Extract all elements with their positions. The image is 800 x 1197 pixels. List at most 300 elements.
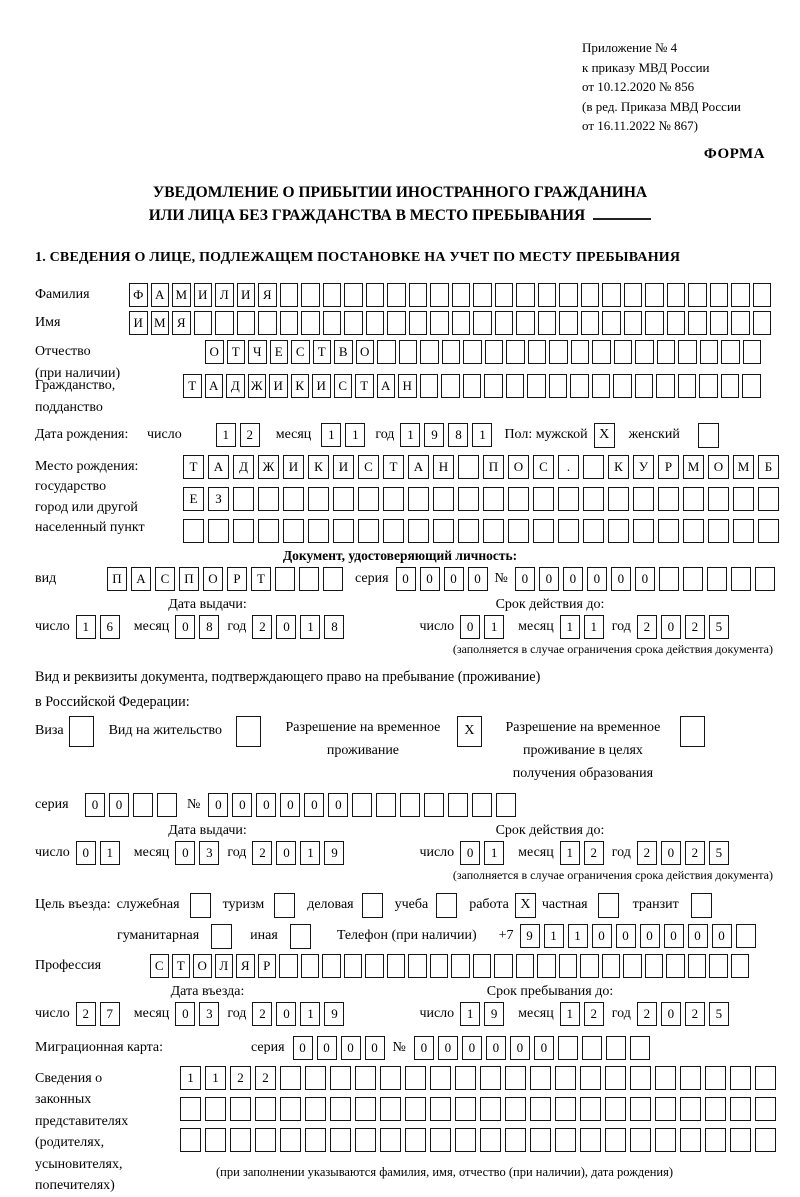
char-cell[interactable]	[355, 1097, 376, 1121]
char-cell[interactable]: Н	[398, 374, 417, 398]
char-cell[interactable]	[753, 283, 772, 307]
char-cell[interactable]: Т	[251, 567, 271, 591]
char-cell[interactable]	[699, 374, 718, 398]
char-cell[interactable]	[633, 487, 654, 511]
char-cell[interactable]	[408, 487, 429, 511]
char-cell[interactable]	[455, 1097, 476, 1121]
char-cell[interactable]	[630, 1036, 650, 1060]
char-cell[interactable]: С	[334, 374, 353, 398]
char-cell[interactable]: А	[131, 567, 151, 591]
char-cell[interactable]: Л	[215, 954, 234, 978]
char-cell[interactable]	[708, 487, 729, 511]
char-cell[interactable]	[680, 1066, 701, 1090]
char-cell[interactable]	[280, 1066, 301, 1090]
char-cell[interactable]: 1	[321, 423, 341, 447]
char-cell[interactable]	[678, 340, 697, 364]
char-cell[interactable]: А	[208, 455, 229, 479]
char-cell[interactable]: 1	[345, 423, 365, 447]
char-cell[interactable]	[645, 954, 664, 978]
visa-checkbox[interactable]	[69, 716, 94, 747]
char-cell[interactable]	[377, 340, 396, 364]
char-cell[interactable]: 0	[635, 567, 655, 591]
char-cell[interactable]	[280, 1128, 301, 1152]
char-cell[interactable]: 3	[199, 841, 219, 865]
purpose-transit-checkbox[interactable]	[691, 893, 712, 918]
char-cell[interactable]	[233, 519, 254, 543]
char-cell[interactable]	[299, 567, 319, 591]
char-cell[interactable]: Я	[172, 311, 191, 335]
char-cell[interactable]	[508, 487, 529, 511]
char-cell[interactable]: 2	[252, 615, 272, 639]
char-cell[interactable]: 0	[276, 615, 296, 639]
char-cell[interactable]	[430, 283, 449, 307]
char-cell[interactable]	[380, 1097, 401, 1121]
char-cell[interactable]: З	[208, 487, 229, 511]
char-cell[interactable]: 1	[472, 423, 492, 447]
char-cell[interactable]	[383, 519, 404, 543]
char-cell[interactable]	[624, 283, 643, 307]
char-cell[interactable]	[733, 487, 754, 511]
char-cell[interactable]: 1	[484, 615, 504, 639]
char-cell[interactable]: Н	[433, 455, 454, 479]
char-cell[interactable]	[376, 793, 396, 817]
char-cell[interactable]	[558, 519, 579, 543]
char-cell[interactable]: О	[356, 340, 375, 364]
char-cell[interactable]: 2	[252, 841, 272, 865]
char-cell[interactable]: 0	[317, 1036, 337, 1060]
char-cell[interactable]	[655, 1066, 676, 1090]
char-cell[interactable]: И	[269, 374, 288, 398]
char-cell[interactable]	[180, 1097, 201, 1121]
char-cell[interactable]: 0	[85, 793, 105, 817]
char-cell[interactable]: И	[194, 283, 213, 307]
char-cell[interactable]: 0	[486, 1036, 506, 1060]
char-cell[interactable]: 5	[709, 615, 729, 639]
char-cell[interactable]: 1	[584, 615, 604, 639]
char-cell[interactable]	[506, 374, 525, 398]
char-cell[interactable]: 2	[252, 1002, 272, 1026]
char-cell[interactable]: Т	[227, 340, 246, 364]
char-cell[interactable]	[633, 519, 654, 543]
char-cell[interactable]	[258, 487, 279, 511]
char-cell[interactable]	[710, 311, 729, 335]
char-cell[interactable]	[458, 519, 479, 543]
char-cell[interactable]: С	[150, 954, 169, 978]
char-cell[interactable]: С	[358, 455, 379, 479]
char-cell[interactable]	[483, 487, 504, 511]
char-cell[interactable]: 1	[100, 841, 120, 865]
char-cell[interactable]	[205, 1097, 226, 1121]
char-cell[interactable]	[555, 1128, 576, 1152]
char-cell[interactable]	[606, 1036, 626, 1060]
char-cell[interactable]	[721, 340, 740, 364]
char-cell[interactable]	[473, 954, 492, 978]
char-cell[interactable]: Л	[215, 283, 234, 307]
char-cell[interactable]	[688, 311, 707, 335]
char-cell[interactable]	[758, 487, 779, 511]
char-cell[interactable]: 0	[175, 1002, 195, 1026]
char-cell[interactable]	[323, 283, 342, 307]
char-cell[interactable]	[659, 567, 679, 591]
char-cell[interactable]	[705, 1097, 726, 1121]
char-cell[interactable]	[308, 487, 329, 511]
char-cell[interactable]	[709, 954, 728, 978]
char-cell[interactable]	[451, 954, 470, 978]
char-cell[interactable]: Р	[258, 954, 277, 978]
char-cell[interactable]: 0	[365, 1036, 385, 1060]
char-cell[interactable]	[409, 311, 428, 335]
char-cell[interactable]: 0	[76, 841, 96, 865]
char-cell[interactable]: М	[733, 455, 754, 479]
char-cell[interactable]	[755, 1066, 776, 1090]
char-cell[interactable]: И	[333, 455, 354, 479]
char-cell[interactable]	[705, 1066, 726, 1090]
char-cell[interactable]	[624, 311, 643, 335]
char-cell[interactable]	[755, 567, 775, 591]
char-cell[interactable]: 0	[175, 615, 195, 639]
char-cell[interactable]	[365, 954, 384, 978]
char-cell[interactable]	[205, 1128, 226, 1152]
char-cell[interactable]: Д	[233, 455, 254, 479]
char-cell[interactable]	[483, 519, 504, 543]
char-cell[interactable]	[602, 283, 621, 307]
char-cell[interactable]: И	[129, 311, 148, 335]
char-cell[interactable]	[452, 283, 471, 307]
char-cell[interactable]	[538, 283, 557, 307]
purpose-study-checkbox[interactable]	[436, 893, 457, 918]
char-cell[interactable]	[463, 374, 482, 398]
char-cell[interactable]	[408, 519, 429, 543]
char-cell[interactable]: 0	[414, 1036, 434, 1060]
char-cell[interactable]: 2	[230, 1066, 251, 1090]
char-cell[interactable]	[480, 1066, 501, 1090]
char-cell[interactable]	[323, 567, 343, 591]
char-cell[interactable]	[448, 793, 468, 817]
char-cell[interactable]: 0	[444, 567, 464, 591]
purpose-other-checkbox[interactable]	[290, 924, 311, 949]
char-cell[interactable]	[731, 567, 751, 591]
char-cell[interactable]: А	[205, 374, 224, 398]
char-cell[interactable]: 0	[534, 1036, 554, 1060]
char-cell[interactable]	[580, 954, 599, 978]
char-cell[interactable]	[496, 793, 516, 817]
char-cell[interactable]	[355, 1128, 376, 1152]
char-cell[interactable]: П	[483, 455, 504, 479]
char-cell[interactable]	[330, 1066, 351, 1090]
char-cell[interactable]	[602, 954, 621, 978]
char-cell[interactable]	[570, 374, 589, 398]
gender-female-checkbox[interactable]	[698, 423, 719, 448]
char-cell[interactable]	[366, 283, 385, 307]
char-cell[interactable]: 1	[300, 1002, 320, 1026]
char-cell[interactable]: 0	[640, 924, 660, 948]
char-cell[interactable]: 9	[324, 841, 344, 865]
char-cell[interactable]	[424, 793, 444, 817]
char-cell[interactable]	[736, 924, 756, 948]
char-cell[interactable]	[559, 311, 578, 335]
char-cell[interactable]	[280, 1097, 301, 1121]
char-cell[interactable]: 1	[76, 615, 96, 639]
char-cell[interactable]	[555, 1097, 576, 1121]
char-cell[interactable]	[730, 1097, 751, 1121]
char-cell[interactable]	[387, 283, 406, 307]
char-cell[interactable]	[582, 1036, 602, 1060]
char-cell[interactable]: 1	[300, 841, 320, 865]
char-cell[interactable]: О	[508, 455, 529, 479]
char-cell[interactable]	[473, 311, 492, 335]
char-cell[interactable]: И	[237, 283, 256, 307]
char-cell[interactable]: 0	[616, 924, 636, 948]
char-cell[interactable]: С	[155, 567, 175, 591]
char-cell[interactable]	[538, 311, 557, 335]
char-cell[interactable]: 0	[293, 1036, 313, 1060]
char-cell[interactable]	[645, 283, 664, 307]
char-cell[interactable]: К	[308, 455, 329, 479]
char-cell[interactable]: Е	[183, 487, 204, 511]
char-cell[interactable]	[688, 954, 707, 978]
char-cell[interactable]: О	[193, 954, 212, 978]
temp-residence-edu-checkbox[interactable]	[680, 716, 705, 747]
char-cell[interactable]	[458, 487, 479, 511]
char-cell[interactable]	[549, 340, 568, 364]
char-cell[interactable]	[308, 519, 329, 543]
char-cell[interactable]	[657, 340, 676, 364]
char-cell[interactable]	[667, 311, 686, 335]
char-cell[interactable]: А	[408, 455, 429, 479]
char-cell[interactable]: 8	[199, 615, 219, 639]
char-cell[interactable]: 0	[460, 615, 480, 639]
char-cell[interactable]	[400, 793, 420, 817]
char-cell[interactable]	[758, 519, 779, 543]
purpose-work-checkbox[interactable]: X	[515, 893, 536, 918]
char-cell[interactable]	[583, 455, 604, 479]
char-cell[interactable]: Б	[758, 455, 779, 479]
char-cell[interactable]	[430, 1066, 451, 1090]
char-cell[interactable]	[549, 374, 568, 398]
char-cell[interactable]	[473, 283, 492, 307]
char-cell[interactable]: .	[558, 455, 579, 479]
char-cell[interactable]	[323, 311, 342, 335]
char-cell[interactable]: 1	[484, 841, 504, 865]
char-cell[interactable]	[344, 311, 363, 335]
char-cell[interactable]	[383, 487, 404, 511]
char-cell[interactable]	[710, 283, 729, 307]
char-cell[interactable]: Т	[355, 374, 374, 398]
char-cell[interactable]: Т	[183, 374, 202, 398]
char-cell[interactable]	[275, 567, 295, 591]
char-cell[interactable]	[680, 1128, 701, 1152]
char-cell[interactable]: 0	[563, 567, 583, 591]
char-cell[interactable]: О	[205, 340, 224, 364]
char-cell[interactable]: 0	[438, 1036, 458, 1060]
char-cell[interactable]	[480, 1128, 501, 1152]
char-cell[interactable]: А	[151, 283, 170, 307]
char-cell[interactable]	[344, 954, 363, 978]
char-cell[interactable]	[506, 340, 525, 364]
char-cell[interactable]: Е	[270, 340, 289, 364]
char-cell[interactable]: 5	[709, 841, 729, 865]
char-cell[interactable]	[580, 1097, 601, 1121]
char-cell[interactable]: 2	[637, 615, 657, 639]
char-cell[interactable]: 2	[637, 841, 657, 865]
char-cell[interactable]	[755, 1097, 776, 1121]
char-cell[interactable]	[731, 311, 750, 335]
char-cell[interactable]	[305, 1097, 326, 1121]
char-cell[interactable]	[508, 519, 529, 543]
char-cell[interactable]	[753, 311, 772, 335]
char-cell[interactable]: 9	[520, 924, 540, 948]
char-cell[interactable]	[380, 1128, 401, 1152]
char-cell[interactable]	[516, 954, 535, 978]
char-cell[interactable]	[387, 954, 406, 978]
char-cell[interactable]: Ч	[248, 340, 267, 364]
char-cell[interactable]	[237, 311, 256, 335]
char-cell[interactable]	[733, 519, 754, 543]
char-cell[interactable]	[480, 1097, 501, 1121]
char-cell[interactable]: 0	[515, 567, 535, 591]
char-cell[interactable]	[409, 283, 428, 307]
char-cell[interactable]: С	[533, 455, 554, 479]
char-cell[interactable]: М	[172, 283, 191, 307]
char-cell[interactable]	[301, 311, 320, 335]
char-cell[interactable]	[592, 374, 611, 398]
char-cell[interactable]	[721, 374, 740, 398]
char-cell[interactable]	[528, 340, 547, 364]
purpose-official-checkbox[interactable]	[190, 893, 211, 918]
char-cell[interactable]: 0	[592, 924, 612, 948]
char-cell[interactable]: 5	[709, 1002, 729, 1026]
char-cell[interactable]	[555, 1066, 576, 1090]
char-cell[interactable]: 0	[661, 1002, 681, 1026]
char-cell[interactable]	[530, 1066, 551, 1090]
char-cell[interactable]: К	[291, 374, 310, 398]
char-cell[interactable]	[605, 1128, 626, 1152]
char-cell[interactable]	[559, 283, 578, 307]
char-cell[interactable]: 0	[232, 793, 252, 817]
char-cell[interactable]	[602, 311, 621, 335]
char-cell[interactable]	[635, 374, 654, 398]
char-cell[interactable]	[463, 340, 482, 364]
char-cell[interactable]: П	[107, 567, 127, 591]
char-cell[interactable]: 1	[568, 924, 588, 948]
char-cell[interactable]: 0	[396, 567, 416, 591]
char-cell[interactable]	[656, 374, 675, 398]
char-cell[interactable]	[707, 567, 727, 591]
char-cell[interactable]	[255, 1128, 276, 1152]
char-cell[interactable]	[635, 340, 654, 364]
char-cell[interactable]	[683, 567, 703, 591]
char-cell[interactable]: И	[312, 374, 331, 398]
char-cell[interactable]: Т	[183, 455, 204, 479]
char-cell[interactable]: О	[203, 567, 223, 591]
purpose-business-checkbox[interactable]	[362, 893, 383, 918]
char-cell[interactable]	[614, 340, 633, 364]
char-cell[interactable]	[408, 954, 427, 978]
char-cell[interactable]	[194, 311, 213, 335]
char-cell[interactable]	[280, 283, 299, 307]
char-cell[interactable]	[678, 374, 697, 398]
char-cell[interactable]: 2	[76, 1002, 96, 1026]
char-cell[interactable]	[472, 793, 492, 817]
char-cell[interactable]	[322, 954, 341, 978]
char-cell[interactable]	[705, 1128, 726, 1152]
char-cell[interactable]	[655, 1097, 676, 1121]
char-cell[interactable]	[495, 283, 514, 307]
char-cell[interactable]	[330, 1097, 351, 1121]
char-cell[interactable]	[658, 519, 679, 543]
char-cell[interactable]	[666, 954, 685, 978]
char-cell[interactable]	[530, 1097, 551, 1121]
char-cell[interactable]	[742, 374, 761, 398]
char-cell[interactable]	[583, 519, 604, 543]
char-cell[interactable]	[358, 519, 379, 543]
char-cell[interactable]	[183, 519, 204, 543]
char-cell[interactable]	[333, 487, 354, 511]
char-cell[interactable]	[505, 1066, 526, 1090]
char-cell[interactable]: 0	[712, 924, 732, 948]
char-cell[interactable]	[405, 1097, 426, 1121]
char-cell[interactable]	[505, 1097, 526, 1121]
char-cell[interactable]	[352, 793, 372, 817]
char-cell[interactable]: 1	[180, 1066, 201, 1090]
char-cell[interactable]: 2	[255, 1066, 276, 1090]
char-cell[interactable]: П	[179, 567, 199, 591]
char-cell[interactable]	[533, 519, 554, 543]
char-cell[interactable]	[608, 487, 629, 511]
purpose-tourism-checkbox[interactable]	[274, 893, 295, 918]
char-cell[interactable]: А	[377, 374, 396, 398]
char-cell[interactable]: У	[633, 455, 654, 479]
char-cell[interactable]: 2	[584, 841, 604, 865]
char-cell[interactable]: 0	[688, 924, 708, 948]
char-cell[interactable]	[305, 1128, 326, 1152]
char-cell[interactable]: 1	[216, 423, 236, 447]
char-cell[interactable]: 0	[539, 567, 559, 591]
char-cell[interactable]: Т	[172, 954, 191, 978]
char-cell[interactable]	[592, 340, 611, 364]
char-cell[interactable]	[180, 1128, 201, 1152]
char-cell[interactable]: 1	[544, 924, 564, 948]
char-cell[interactable]: 0	[304, 793, 324, 817]
char-cell[interactable]	[157, 793, 177, 817]
char-cell[interactable]: Я	[236, 954, 255, 978]
char-cell[interactable]: 0	[280, 793, 300, 817]
char-cell[interactable]	[558, 1036, 578, 1060]
char-cell[interactable]	[485, 340, 504, 364]
char-cell[interactable]: Ж	[248, 374, 267, 398]
char-cell[interactable]: 0	[276, 841, 296, 865]
char-cell[interactable]	[533, 487, 554, 511]
char-cell[interactable]	[658, 487, 679, 511]
char-cell[interactable]: 0	[328, 793, 348, 817]
char-cell[interactable]	[683, 487, 704, 511]
char-cell[interactable]	[405, 1066, 426, 1090]
char-cell[interactable]: 1	[205, 1066, 226, 1090]
char-cell[interactable]: 0	[664, 924, 684, 948]
char-cell[interactable]	[623, 954, 642, 978]
char-cell[interactable]: Т	[313, 340, 332, 364]
char-cell[interactable]: 2	[584, 1002, 604, 1026]
char-cell[interactable]	[708, 519, 729, 543]
char-cell[interactable]: Д	[226, 374, 245, 398]
char-cell[interactable]	[355, 1066, 376, 1090]
char-cell[interactable]: 6	[100, 615, 120, 639]
char-cell[interactable]	[537, 954, 556, 978]
char-cell[interactable]	[430, 1128, 451, 1152]
char-cell[interactable]	[558, 487, 579, 511]
char-cell[interactable]: 9	[324, 1002, 344, 1026]
char-cell[interactable]	[399, 340, 418, 364]
